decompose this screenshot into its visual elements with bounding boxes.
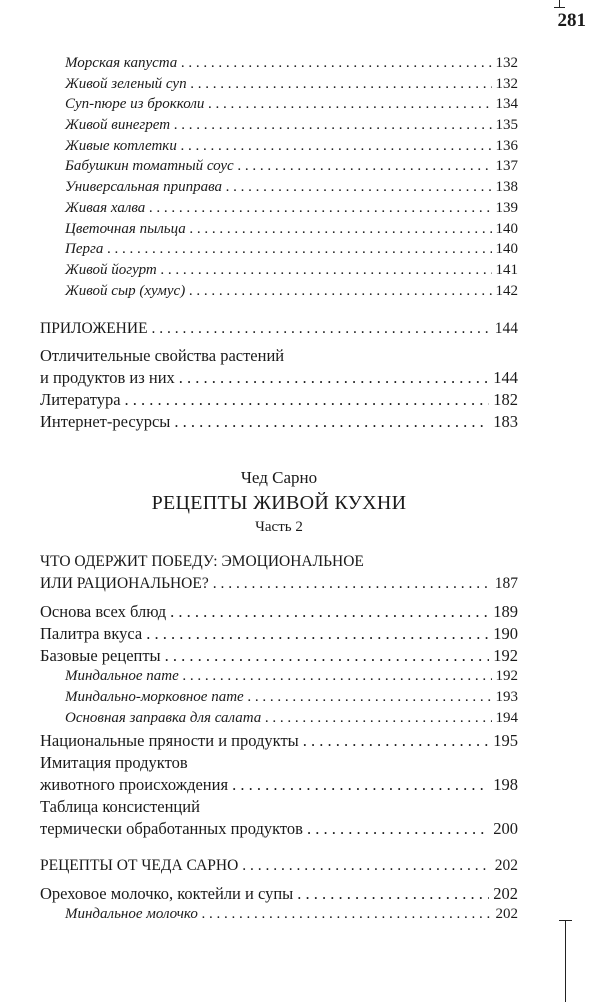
entry-title: Палитра вкуса: [40, 624, 143, 643]
toc-entry[interactable]: [40, 138, 518, 159]
entry-page: 140: [495, 220, 518, 237]
entry-page: 139: [495, 199, 518, 216]
dot-leader: [242, 857, 490, 875]
toc-entry-recipes[interactable]: [40, 857, 518, 879]
dot-leader: [297, 884, 489, 904]
entry-page: 136: [495, 137, 518, 154]
entry-title: Бабушкин томатный соус: [65, 158, 234, 175]
dot-leader: [125, 390, 490, 410]
toc-entry[interactable]: [40, 710, 518, 731]
dot-leader: [238, 158, 492, 175]
entry-page: 141: [495, 261, 518, 278]
entry-title: термически обработанных продуктов: [40, 819, 303, 838]
dot-leader: [189, 283, 491, 300]
dot-leader: [226, 179, 491, 196]
entry-page: 192: [495, 668, 518, 684]
toc-entry[interactable]: [40, 179, 518, 200]
entry-title-line[interactable]: ЧТО ОДЕРЖИТ ПОБЕДУ: ЭМОЦИОНАЛЬНОЕ: [40, 553, 364, 570]
dot-leader: [149, 200, 491, 217]
entry-title: Суп-пюре из брокколи: [65, 96, 205, 113]
entry-page: 192: [493, 646, 518, 665]
dot-leader: [165, 646, 490, 666]
dot-leader: [303, 731, 489, 751]
dot-leader: [191, 76, 492, 93]
margin-crop-mark: [565, 920, 566, 1002]
entry-page: 195: [493, 731, 518, 750]
entry-title: РЕЦЕПТЫ ОТ ЧЕДА САРНО: [40, 857, 239, 874]
toc-entry[interactable]: [40, 221, 518, 242]
toc-entry[interactable]: [40, 689, 518, 710]
entry-title: Живые котлетки: [65, 137, 177, 154]
entry-title: Ореховое молочко, коктейли и супы: [40, 884, 294, 903]
toc-entry[interactable]: [40, 624, 518, 646]
entry-title: Живой сыр (хумус): [65, 282, 186, 299]
entry-page: 183: [493, 412, 518, 431]
dot-leader: [265, 710, 491, 727]
entry-title: Живой винегрет: [65, 117, 171, 134]
entry-title-line[interactable]: Имитация продуктов: [40, 753, 188, 772]
entry-title: Перга: [65, 241, 104, 258]
entry-page: 193: [495, 689, 518, 705]
entry-title: Универсальная приправа: [65, 179, 223, 196]
toc-entry-literature[interactable]: [40, 390, 518, 412]
entry-title: Живая халва: [65, 199, 146, 216]
entry-title: Основная заправка для салата: [65, 710, 262, 726]
toc-entry[interactable]: [40, 775, 518, 797]
corner-crop-mark: [559, 0, 560, 7]
dot-leader: [179, 368, 489, 388]
entry-page: 190: [493, 624, 518, 643]
toc-entry-internet[interactable]: [40, 412, 518, 434]
section-part: Часть 2: [255, 519, 303, 535]
dot-leader: [170, 602, 489, 622]
entry-page: 144: [493, 368, 518, 387]
toc-entry[interactable]: [40, 55, 518, 76]
section-title: РЕЦЕПТЫ ЖИВОЙ КУХНИ: [151, 492, 407, 514]
toc-entry[interactable]: [40, 906, 518, 927]
entry-title: Морская капуста: [65, 55, 178, 71]
toc-entry[interactable]: [40, 96, 518, 117]
toc-entry[interactable]: [40, 158, 518, 179]
entry-page: 138: [495, 179, 518, 196]
entry-page: 132: [495, 75, 518, 92]
entry-title: Цветочная пыльца: [65, 220, 186, 237]
entry-page: 189: [493, 602, 518, 621]
toc-entry[interactable]: [40, 575, 518, 597]
toc-entry[interactable]: [40, 602, 518, 624]
dot-leader: [202, 906, 492, 923]
dot-leader: [152, 320, 491, 338]
dot-leader: [107, 241, 491, 258]
toc-entry-appendix[interactable]: [40, 320, 518, 342]
entry-page: 144: [494, 320, 518, 337]
dot-leader: [183, 668, 492, 685]
toc-recipes-top: [40, 55, 518, 303]
entry-title: и продуктов из них: [40, 368, 175, 387]
dot-leader: [213, 575, 491, 593]
dot-leader: [181, 55, 491, 72]
entry-page: 202: [494, 857, 518, 874]
entry-page: 187: [494, 575, 518, 592]
entry-title: Базовые рецепты: [40, 646, 161, 665]
entry-title: Литература: [40, 390, 121, 409]
toc-entry[interactable]: [40, 200, 518, 221]
dot-leader: [174, 117, 491, 134]
entry-page: 202: [495, 906, 518, 922]
toc-entry[interactable]: [40, 884, 518, 906]
entry-page: 132: [495, 55, 518, 71]
entry-page: 194: [495, 710, 518, 726]
toc-appendix: [40, 320, 518, 434]
entry-page: 182: [493, 390, 518, 409]
dot-leader: [248, 689, 492, 706]
dot-leader: [208, 96, 491, 113]
toc-entry[interactable]: [40, 819, 518, 841]
entry-title: ПРИЛОЖЕНИЕ: [40, 320, 148, 337]
toc-entry[interactable]: [40, 241, 518, 262]
toc-entry[interactable]: [40, 76, 518, 97]
entry-page: 200: [493, 819, 518, 838]
dot-leader: [190, 221, 492, 238]
entry-title: Миндальное пате: [65, 668, 179, 684]
toc-entry[interactable]: [40, 262, 518, 283]
dot-leader: [161, 262, 492, 279]
entry-title: Миндальное молочко: [65, 906, 198, 922]
entry-title-line[interactable]: Таблица консистенций: [40, 797, 200, 816]
toc-entry[interactable]: [40, 731, 518, 753]
entry-page: 134: [495, 96, 518, 113]
dot-leader: [232, 775, 489, 795]
entry-title-line[interactable]: Отличительные свойства растений: [40, 346, 285, 365]
entry-page: 142: [495, 282, 518, 299]
entry-title: Национальные пряности и продукты: [40, 731, 299, 750]
entry-title: Интернет-ресурсы: [40, 412, 171, 431]
entry-page: 202: [493, 884, 518, 903]
toc-entry[interactable]: [40, 646, 518, 668]
toc-entry[interactable]: [40, 283, 518, 304]
dot-leader: [146, 624, 489, 644]
section-author: Чед Сарно: [240, 468, 318, 487]
dot-leader: [307, 819, 489, 839]
entry-page: 137: [495, 158, 518, 175]
dot-leader: [181, 138, 492, 155]
entry-page: 140: [495, 241, 518, 258]
toc-entry[interactable]: [40, 368, 518, 390]
entry-title: Живой йогурт: [65, 261, 157, 278]
page-number: 281: [557, 10, 586, 31]
toc-part2: [40, 553, 518, 927]
entry-title: Живой зеленый суп: [65, 75, 187, 92]
entry-title: Основа всех блюд: [40, 602, 167, 621]
dot-leader: [174, 412, 489, 432]
entry-page: 135: [495, 117, 518, 134]
entry-title: ИЛИ РАЦИОНАЛЬНОЕ?: [40, 575, 209, 592]
entry-title: Миндально-морковное пате: [65, 689, 244, 705]
entry-title: животного происхождения: [40, 775, 229, 794]
toc-entry[interactable]: [40, 117, 518, 138]
toc-entry[interactable]: [40, 668, 518, 689]
entry-page: 198: [493, 775, 518, 794]
